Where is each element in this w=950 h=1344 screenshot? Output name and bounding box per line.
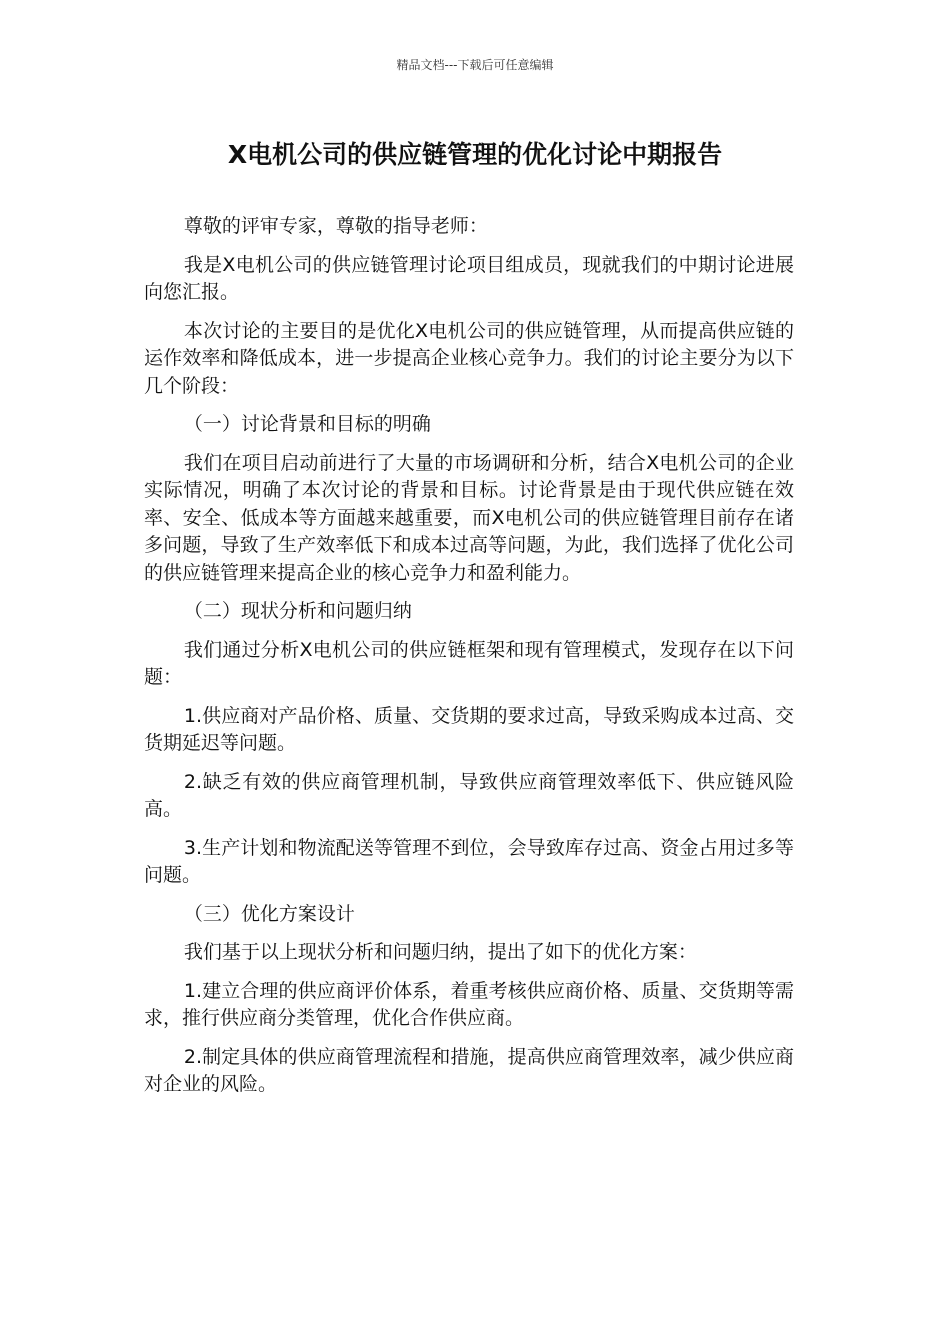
solution-item-2: 2.制定具体的供应商管理流程和措施，提高供应商管理效率，减少供应商对企业的风险。 [144, 1045, 794, 1095]
header-note: 精品文档---下载后可任意编辑 [396, 58, 554, 72]
solution-intro-paragraph: 我们基于以上现状分析和问题归纳，提出了如下的优化方案： [183, 941, 697, 963]
background-paragraph: 我们在项目启动前进行了大量的市场调研和分析，结合X电机公司的企业实际情况，明确了本次讨论的背景和目标。讨论背景是由于现代供应链在效率、安全、低成本等方面越来越重要，而X电机公司的供应链管理目前存在诸多问题，导致了生产效率低下和成本过高等问题，为此，我们选择了优化公司的供应链管理来提高企业的核心竞争力和盈利能力。 [144, 451, 794, 584]
section-heading-1: （一）讨论背景和目标的明确 [183, 413, 431, 435]
problem-item-3: 3.生产计划和物流配送等管理不到位，会导致库存过高、资金占用过多等问题。 [144, 836, 794, 886]
greeting-paragraph: 尊敬的评审专家，尊敬的指导老师： [183, 215, 488, 237]
analysis-paragraph: 我们通过分析X电机公司的供应链框架和现有管理模式，发现存在以下问题： [144, 638, 794, 688]
problem-item-1: 1.供应商对产品价格、质量、交货期的要求过高，导致采购成本过高、交货期延迟等问题。 [144, 704, 794, 754]
document-title: X电机公司的供应链管理的优化讨论中期报告 [227, 140, 723, 169]
intro-paragraph: 我是X电机公司的供应链管理讨论项目组成员，现就我们的中期讨论进展向您汇报。 [144, 253, 794, 303]
problem-item-2: 2.缺乏有效的供应商管理机制，导致供应商管理效率低下、供应链风险高。 [144, 770, 794, 820]
purpose-paragraph: 本次讨论的主要目的是优化X电机公司的供应链管理，从而提高供应链的运作效率和降低成本，进一步提高企业核心竞争力。我们的讨论主要分为以下几个阶段： [144, 319, 794, 397]
section-heading-3: （三）优化方案设计 [183, 902, 355, 925]
solution-item-1: 1.建立合理的供应商评价体系，着重考核供应商价格、质量、交货期等需求，推行供应商分类管理，优化合作供应商。 [144, 979, 794, 1029]
document-body [144, 213, 794, 1110]
section-heading-2: （二）现状分析和问题归纳 [183, 600, 412, 622]
